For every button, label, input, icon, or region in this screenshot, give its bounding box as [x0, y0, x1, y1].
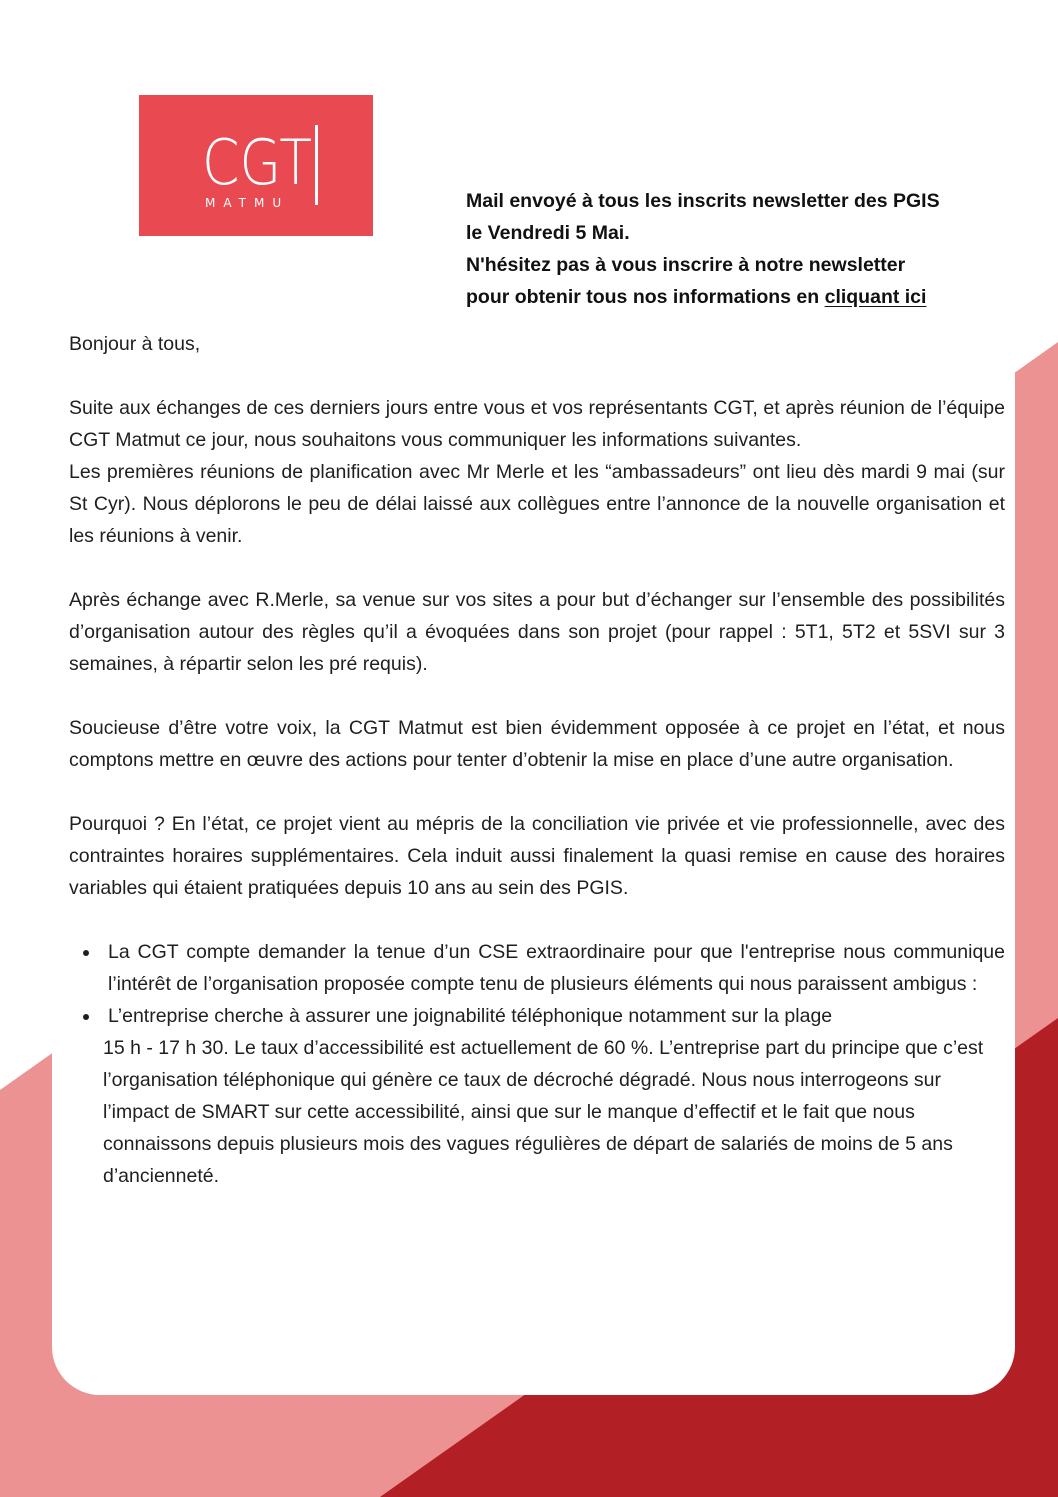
- notice-line-4-text: pour obtenir tous nos informations en: [466, 286, 825, 308]
- bullet-item-phone-first-line: L’entreprise cherche à assurer une joignabilité téléphonique notamment sur la plage: [108, 1005, 833, 1027]
- newsletter-signup-link[interactable]: cliquant ici: [824, 286, 927, 308]
- bullet-item-phone-rest: 15 h - 17 h 30. Le taux d’accessibilité est actuellement de 60 %. L’entreprise part du principe que c’est l’organisation téléphonique qui génère ce taux de décroché dégradé. Nous nous interrogeons sur l’impact de SMART sur cette accessibilité, ainsi que sur le manque d’effectif et le fait que nous connaissons depuis plusieurs mois des vagues régulières de départ de salariés de moins de 5 ans d’ancienneté.: [103, 1037, 984, 1187]
- bullet-item-cse: La CGT compte demander la tenue d’un CSE extraordinaire pour que l'entreprise nous communique l’intérêt de l’organisation proposée compte tenu de plusieurs éléments qui nous paraissent ambigus :: [108, 936, 1005, 1000]
- paragraph-meetings: Les premières réunions de planification avec Mr Merle et les “ambassadeurs” ont lieu dès mardi 9 mai (sur St Cyr). Nous déplorons le peu de délai laissé aux collègues entre l’annonce de la nouvelle organisation et les réunions à venir.: [69, 461, 1005, 547]
- cgt-matmut-logo: [139, 95, 373, 236]
- notice-line-3: N'hésitez pas à vous inscrire à notre newsletter: [466, 254, 906, 276]
- logo-bar: [315, 125, 318, 205]
- greeting: Bonjour à tous,: [69, 333, 201, 355]
- notice-line-1: Mail envoyé à tous les inscrits newsletter des PGIS: [466, 190, 940, 212]
- paragraph-reasons: Pourquoi ? En l’état, ce projet vient au mépris de la conciliation vie privée et vie professionnelle, avec des contraintes horaires supplémentaires. Cela induit aussi finalement la quasi remise en cause des horaires variables qui étaient pratiquées depuis 10 ans au sein des PGIS.: [69, 813, 1005, 899]
- letter-body: [69, 328, 1005, 1192]
- paragraph-exchange: Après échange avec R.Merle, sa venue sur vos sites a pour but d’échanger sur l’ensemble des possibilités d’organisation autour des règles qu’il a évoquées dans son projet (pour rappel : 5T1, 5T2 et 5SVI sur 3 semaines, à répartir selon les pré requis).: [69, 589, 1005, 675]
- notice-line-4: [466, 281, 1026, 313]
- newsletter-notice: [466, 185, 1026, 313]
- paragraph-opposition: Soucieuse d’être votre voix, la CGT Matmut est bien évidemment opposée à ce projet en l’état, et nous comptons mettre en œuvre des actions pour tenter d’obtenir la mise en place d’une autre organisation.: [69, 717, 1005, 771]
- logo-sub-text: MATMU: [205, 196, 290, 210]
- logo-main-text: CGT: [202, 126, 312, 199]
- notice-line-2: le Vendredi 5 Mai.: [466, 222, 630, 244]
- paragraph-intro: Suite aux échanges de ces derniers jours entre vous et vos représentants CGT, et après réunion de l’équipe CGT Matmut ce jour, nous souhaitons vous communiquer les informations suivantes.: [69, 397, 1005, 451]
- bullet-item-phone: [103, 1000, 1005, 1192]
- bullet-list: [69, 936, 1005, 1192]
